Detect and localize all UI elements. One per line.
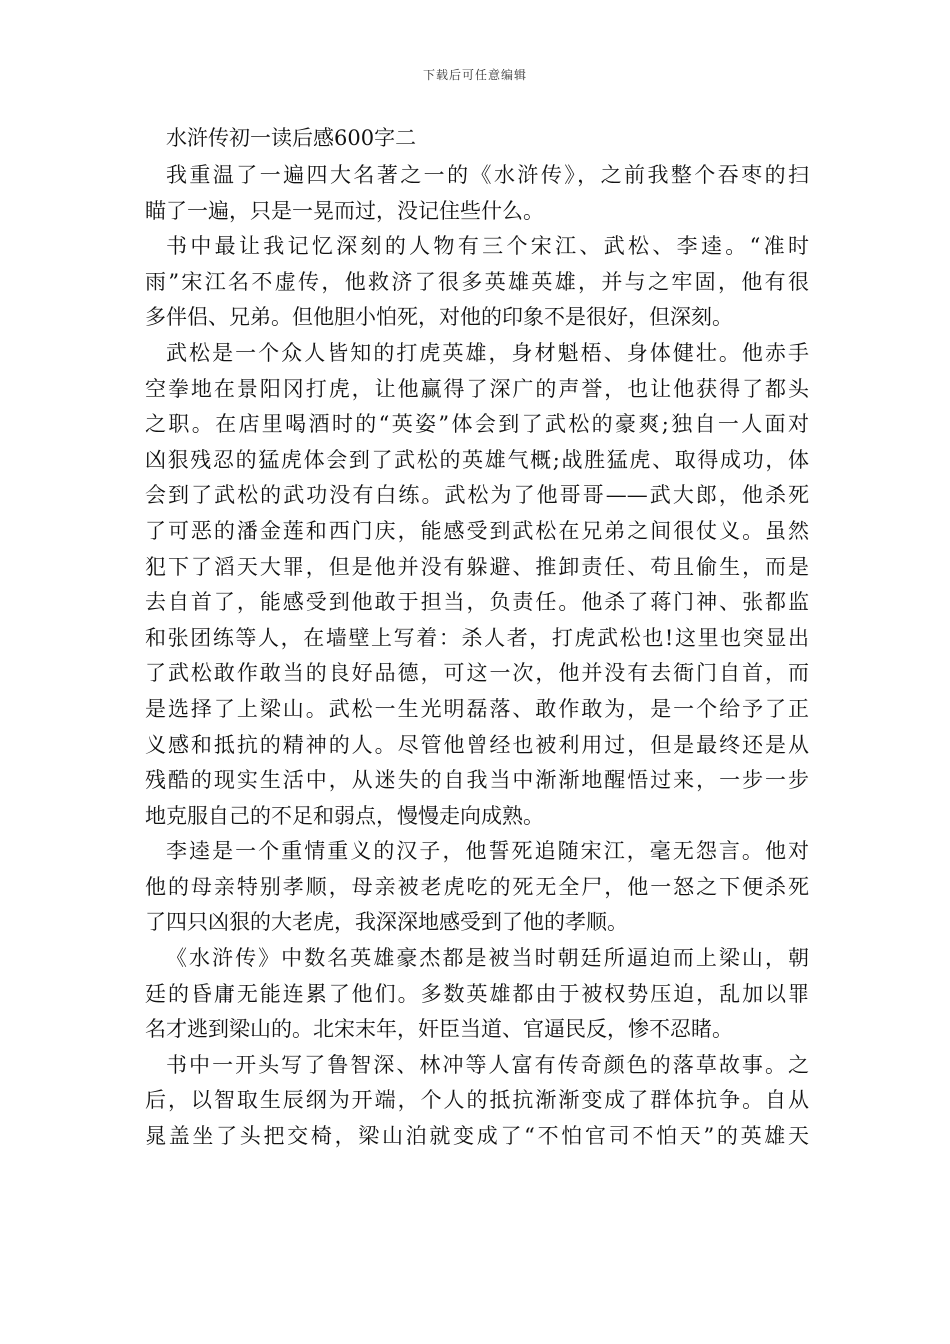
paragraph <box>145 158 809 229</box>
paragraph-line: 犯下了滔天大罪，但是他并没有躲避、推卸责任、苟且偷生，而是 <box>145 554 809 579</box>
paragraph-list <box>145 158 809 1155</box>
paragraph-line: 瞄了一遍，只是一晃而过，没记住些什么。 <box>145 198 544 223</box>
paragraph-line: 空拳地在景阳冈打虎，让他赢得了深广的声誉，也让他获得了都头 <box>145 376 809 401</box>
paragraph-line: 书中一开头写了鲁智深、林冲等人富有传奇颜色的落草故事。之 <box>166 1052 809 1077</box>
paragraph-line: 残酷的现实生活中，从迷失的自我当中渐渐地醒悟过来，一步一步 <box>145 768 809 793</box>
paragraph-line: 雨”宋江名不虚传，他救济了很多英雄英雄，并与之牢固，他有很 <box>145 269 809 294</box>
paragraph-line: 了可恶的潘金莲和西门庆，能感受到武松在兄弟之间很仗义。虽然 <box>145 518 809 543</box>
paragraph-line: 去自首了，能感受到他敢于担当，负责任。他杀了蒋门神、张都监 <box>145 590 809 615</box>
paragraph-line: 是选择了上梁山。武松一生光明磊落、敢作敢为，是一个给予了正 <box>145 696 809 721</box>
paragraph-line: 廷的昏庸无能连累了他们。多数英雄都由于被权势压迫，乱加以罪 <box>145 981 809 1006</box>
paragraph-line: 之职。在店里喝酒时的“英姿”体会到了武松的豪爽;独自一人面对 <box>145 412 809 437</box>
document-title: 水浒传初一读后感600字二 <box>166 126 417 150</box>
paragraph <box>145 229 809 336</box>
paragraph <box>145 834 809 941</box>
paragraph-line: 和张团练等人，在墙壁上写着：杀人者，打虎武松也!这里也突显出 <box>145 625 809 650</box>
paragraph-line: 了四只凶狠的大老虎，我深深地感受到了他的孝顺。 <box>145 910 628 935</box>
paragraph-line: 地克服自己的不足和弱点，慢慢走向成熟。 <box>145 803 544 828</box>
paragraph-line: 多伴侣、兄弟。但他胆小怕死，对他的印象不是很好，但深刻。 <box>145 305 733 330</box>
paragraph-line: 了武松敢作敢当的良好品德，可这一次，他并没有去衙门自首，而 <box>145 661 809 686</box>
paragraph-line: 李逵是一个重情重义的汉子，他誓死追随宋江，毫无怨言。他对 <box>166 839 809 864</box>
paragraph <box>145 336 809 834</box>
paragraph-line: 书中最让我记忆深刻的人物有三个宋江、武松、李逵。“准时 <box>166 234 809 259</box>
paragraph <box>145 1048 809 1155</box>
paragraph-line: 会到了武松的武功没有白练。武松为了他哥哥——武大郎，他杀死 <box>145 483 809 508</box>
paragraph-line: 凶狠残忍的猛虎体会到了武松的英雄气概;战胜猛虎、取得成功，体 <box>145 447 809 472</box>
paragraph-line: 后，以智取生辰纲为开端，个人的抵抗渐渐变成了群体抗争。自从 <box>145 1088 809 1113</box>
paragraph-line: 晁盖坐了头把交椅，梁山泊就变成了“不怕官司不怕天”的英雄天 <box>145 1124 809 1149</box>
paragraph-line: 名才逃到梁山的。北宋末年，奸臣当道、官逼民反，惨不忍睹。 <box>145 1017 733 1042</box>
paragraph-line: 他的母亲特别孝顺，母亲被老虎吃的死无全尸，他一怒之下便杀死 <box>145 874 809 899</box>
paragraph-line: 义感和抵抗的精神的人。尽管他曾经也被利用过，但是最终还是从 <box>145 732 809 757</box>
header-note: 下载后可任意编辑 <box>422 68 527 82</box>
paragraph-line: 《水浒传》中数名英雄豪杰都是被当时朝廷所逼迫而上梁山，朝 <box>166 946 809 971</box>
paragraph-line: 武松是一个众人皆知的打虎英雄，身材魁梧、身体健壮。他赤手 <box>166 340 809 365</box>
paragraph-line: 我重温了一遍四大名著之一的《水浒传》，之前我整个吞枣的扫 <box>166 163 809 187</box>
document-body <box>145 118 809 1155</box>
paragraph <box>145 941 809 1048</box>
